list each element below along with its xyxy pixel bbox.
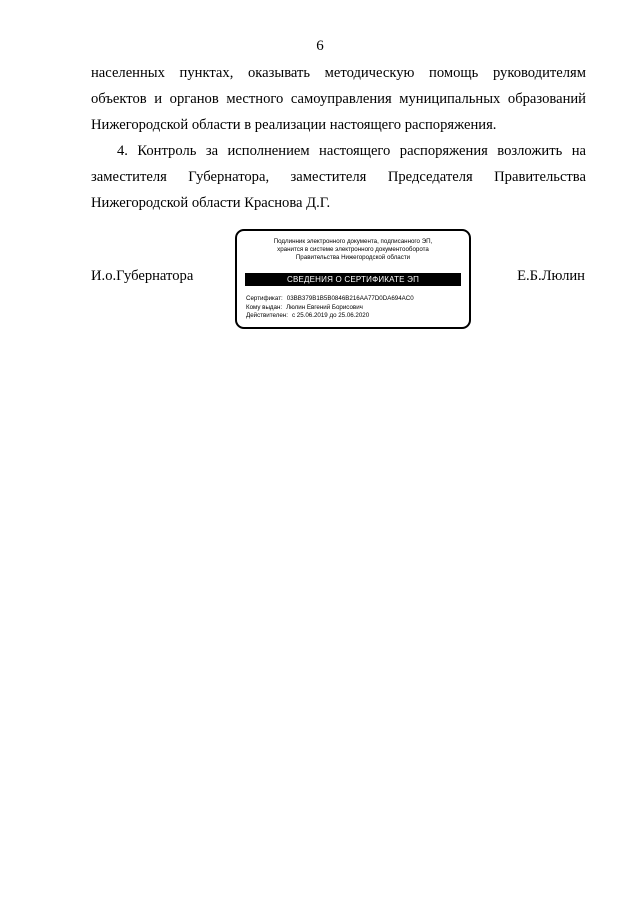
paragraph-continuation: населенных пунктах, оказывать методическую помощь руководителям объектов и органов местного самоуправления муниципальных образований Нижегородской области в реализации настоящего распоряжения. [91, 65, 586, 133]
stamp-header-line: хранится в системе электронного документооборота [277, 246, 429, 253]
issued-to-label: Кому выдан: [246, 303, 283, 311]
paragraph-item-4: 4. Контроль за исполнением настоящего распоряжения возложить на заместителя Губернатора, заместителя Председателя Правительства Нижегородской области Краснова Д.Г. [91, 143, 586, 211]
signer-position: И.о.Губернатора [91, 268, 194, 284]
issued-to-value: Люлин Евгений Борисович [286, 303, 363, 311]
validity-value: с 25.06.2019 до 25.06.2020 [291, 312, 370, 319]
stamp-header-line: Правительства Нижегородской области [295, 254, 411, 261]
stamp-title: СВЕДЕНИЯ О СЕРТИФИКАТЕ ЭП [245, 273, 461, 286]
stamp-header-line: Подлинник электронного документа, подписанного ЭП, [273, 238, 433, 245]
validity-label: Действителен: [246, 312, 288, 319]
issued-to-line [246, 304, 414, 313]
certificate-label: Сертификат: [246, 295, 283, 302]
stamp-details [246, 295, 414, 321]
certificate-value: 03BB379B1B5B0846B216AA77D0DA694AC0 [286, 295, 414, 302]
certificate-line [246, 295, 414, 304]
electronic-signature-stamp [235, 229, 471, 329]
page-number: 6 [316, 38, 324, 54]
stamp-header [237, 238, 469, 262]
validity-line [246, 312, 414, 321]
signer-name: Е.Б.Люлин [517, 268, 585, 284]
